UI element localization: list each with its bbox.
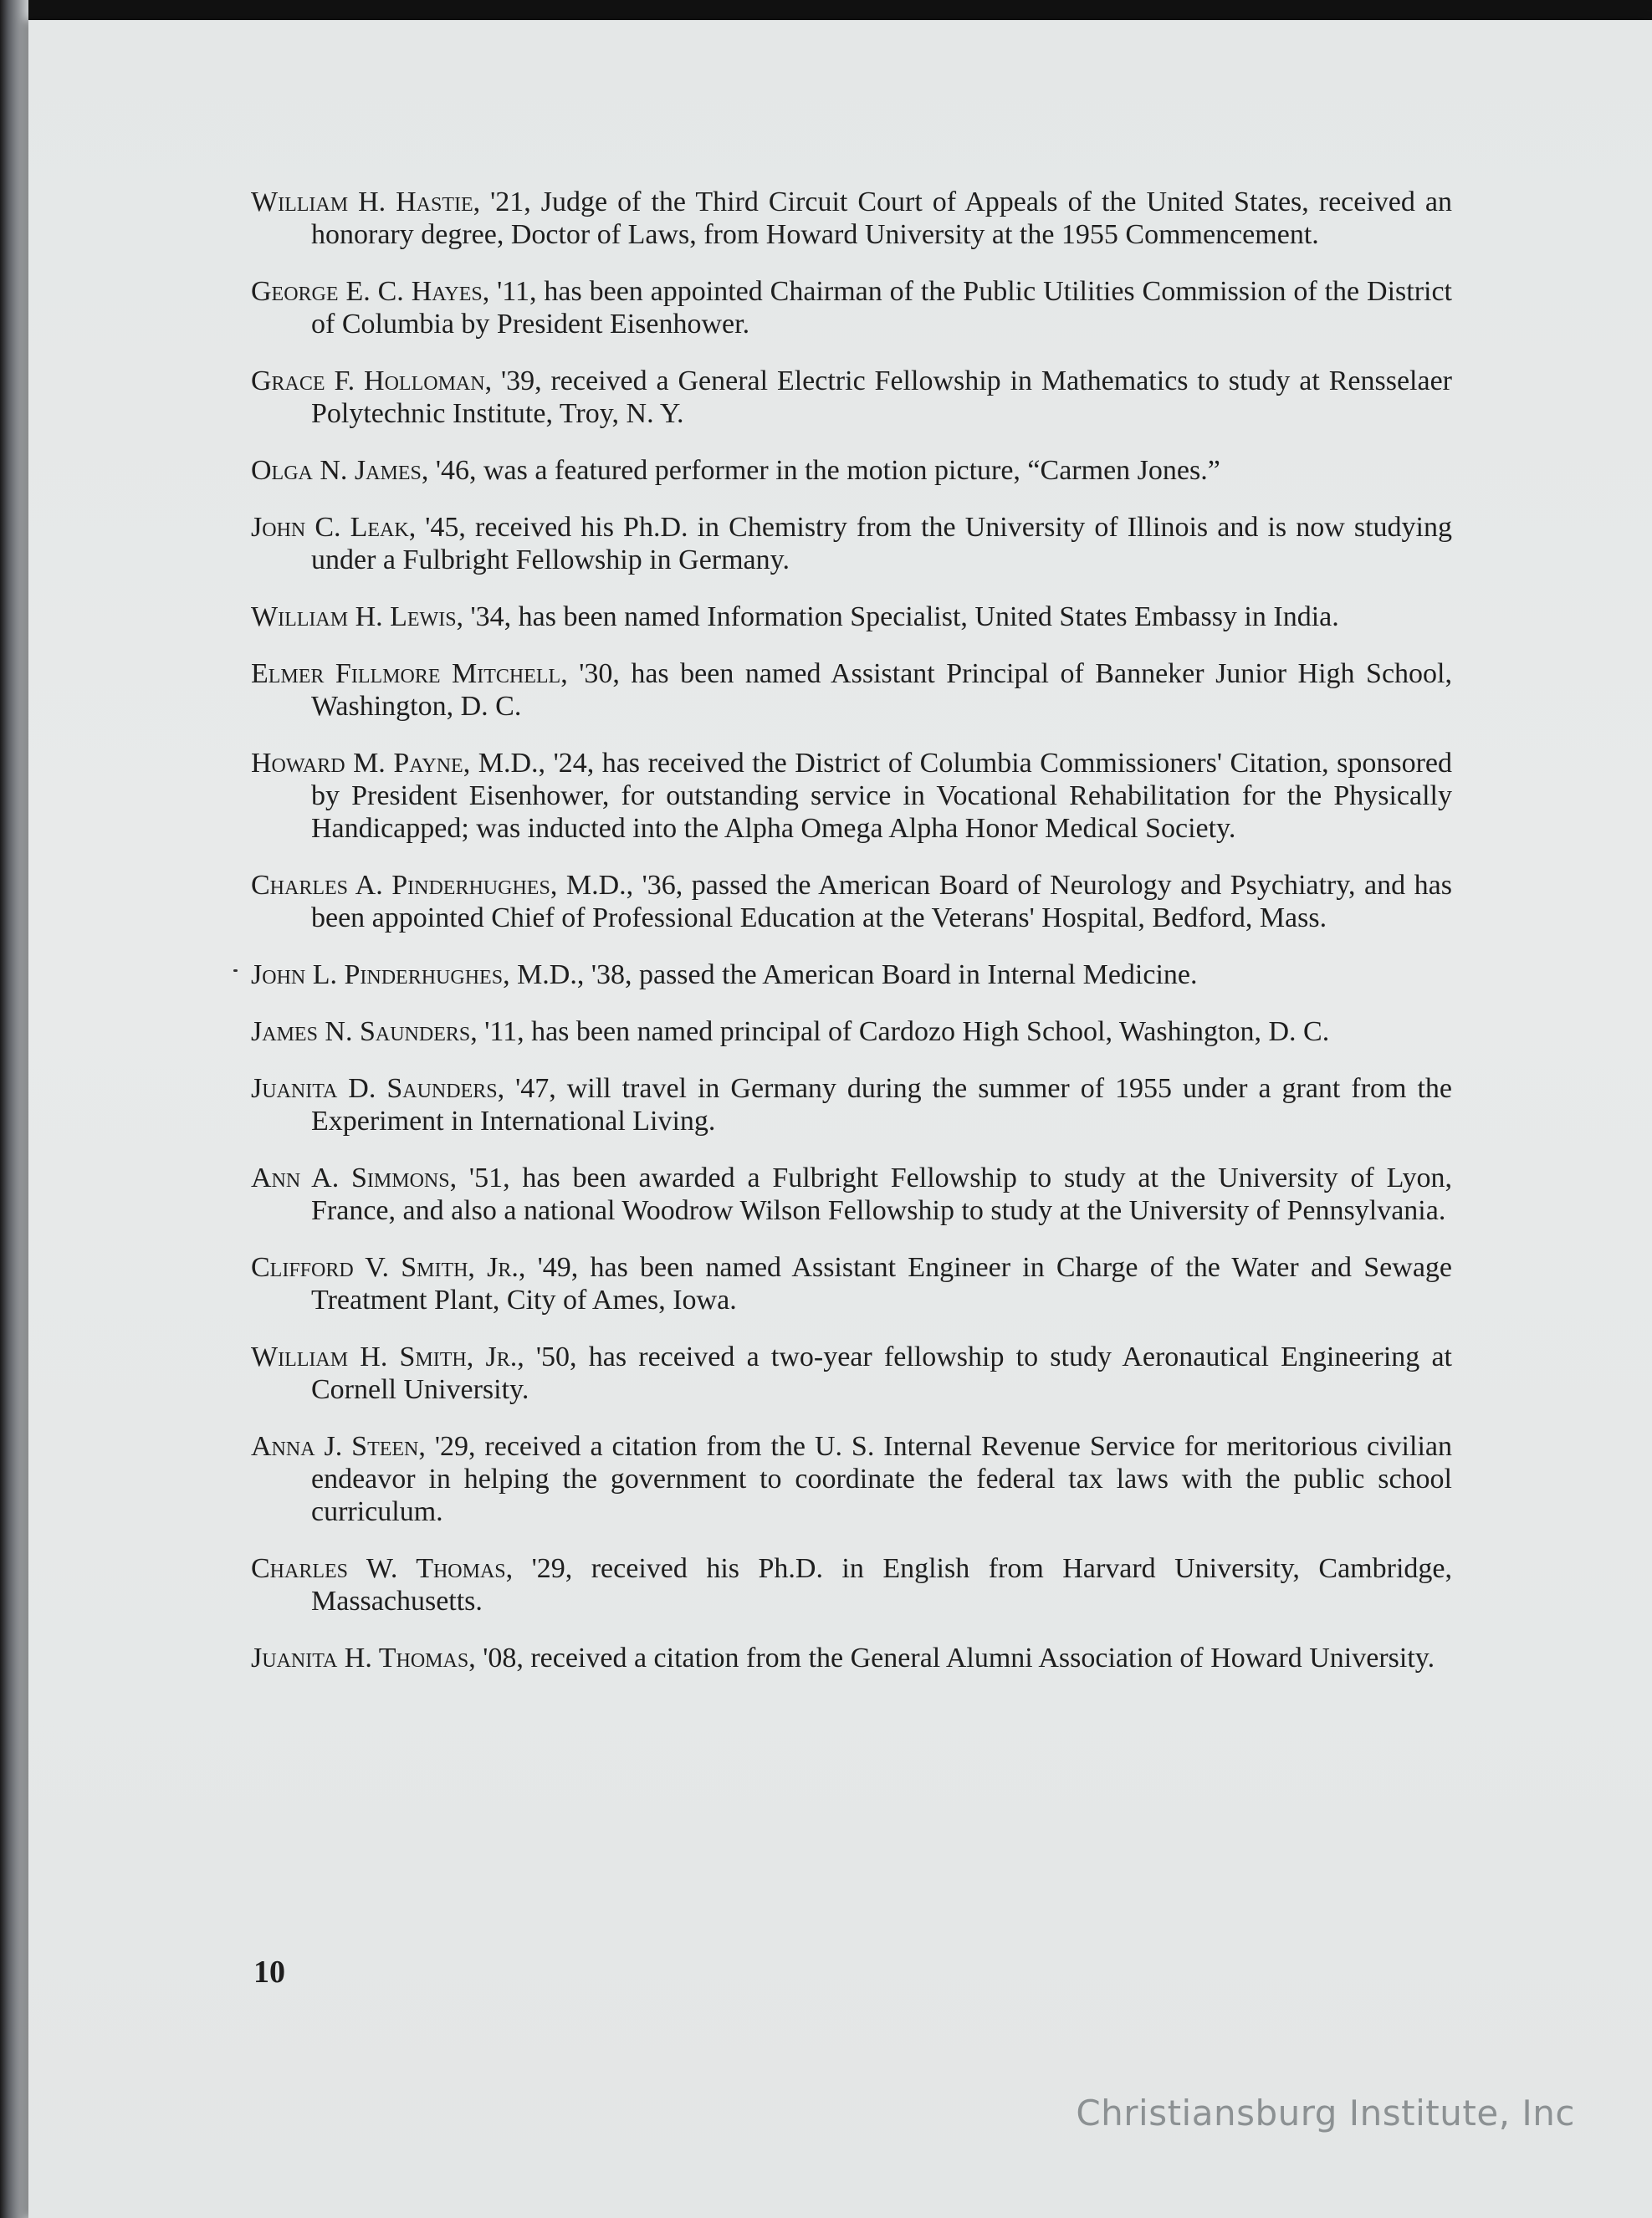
alumni-entry [251, 186, 1452, 251]
alumni-name: Charles W. Thomas [251, 1553, 506, 1584]
alumni-name: Clifford V. Smith, Jr. [251, 1252, 519, 1283]
alumni-note: , '50, has received a two-year fellowship to study Aeronautical Engineering at Cornell University. [311, 1342, 1452, 1405]
alumni-name: William H. Lewis [251, 601, 457, 632]
alumni-entry [251, 747, 1452, 845]
alumni-note: , M.D., '38, passed the American Board in Internal Medicine. [503, 959, 1198, 990]
alumni-name: William H. Hastie [251, 187, 473, 217]
page-number: 10 [253, 1955, 285, 1990]
alumni-name: Juanita D. Saunders [251, 1073, 498, 1104]
alumni-entry [251, 1552, 1452, 1618]
alumni-entry [251, 1430, 1452, 1528]
alumni-entry [251, 869, 1452, 934]
alumni-name: George E. C. Hayes [251, 276, 483, 307]
alumni-note: , '46, was a featured performer in the motion picture, “Carmen Jones.” [421, 455, 1220, 486]
alumni-note: , '51, has been awarded a Fulbright Fellowship to study at the University of Lyon, France, and also a national Woodrow Wilson Fellowship to study at the University of Pennsylvania. [311, 1163, 1452, 1226]
alumni-note: , M.D., '36, passed the American Board of Neurology and Psychiatry, and has been appointed Chief of Professional Education at the Veterans' Hospital, Bedford, Mass. [311, 870, 1452, 933]
alumni-name: Charles A. Pinderhughes [251, 870, 550, 901]
alumni-note: , '11, has been appointed Chairman of the Public Utilities Commission of the District of Columbia by President Eisenhower. [311, 276, 1453, 340]
alumni-entry [251, 454, 1452, 487]
alumni-note: , '29, received a citation from the U. S. Internal Revenue Service for meritorious civilian endeavor in helping the government to coordinate the federal tax laws with the public school curriculum. [311, 1431, 1452, 1527]
alumni-entry [251, 1251, 1452, 1316]
alumni-note: , M.D., '24, has received the District of Columbia Commissioners' Citation, sponsored by President Eisenhower, for outstanding service in Vocational Rehabilitation for the Physically Handicapped; was inducted into the Alpha Omega Alpha Honor Medical Society. [311, 748, 1452, 844]
alumni-note: , '34, has been named Information Specialist, United States Embassy in India. [456, 601, 1339, 632]
alumni-note: , '30, has been named Assistant Principal of Banneker Junior High School, Washington, D. C. [311, 658, 1453, 722]
alumni-entry [251, 365, 1452, 430]
alumni-note: , '39, received a General Electric Fellowship in Mathematics to study at Rensselaer Polytechnic Institute, Troy, N. Y. [311, 365, 1452, 429]
alumni-name: James N. Saunders [251, 1016, 471, 1047]
alumni-note: , '08, received a citation from the General Alumni Association of Howard University. [468, 1643, 1435, 1674]
alumni-entry [251, 1015, 1452, 1048]
alumni-name: Grace F. Holloman [251, 365, 485, 396]
alumni-entry [251, 958, 1452, 991]
alumni-entry [251, 600, 1452, 633]
binding-edge [0, 0, 28, 2218]
stray-mark [233, 969, 238, 972]
alumni-entry [251, 1072, 1452, 1137]
alumni-entry [251, 657, 1452, 723]
alumni-note: , '49, has been named Assistant Engineer in Charge of the Water and Sewage Treatment Plant, City of Ames, Iowa. [311, 1252, 1452, 1316]
alumni-name: Olga N. James [251, 455, 422, 486]
alumni-name: Elmer Fillmore Mitchell [251, 658, 561, 689]
alumni-name: John C. Leak [251, 512, 409, 543]
alumni-name: Juanita H. Thomas [251, 1643, 469, 1674]
alumni-name: Anna J. Steen [251, 1431, 419, 1462]
alumni-note: , '29, received his Ph.D. in English from Harvard University, Cambridge, Massachusetts. [311, 1553, 1452, 1617]
alumni-note: , '11, has been named principal of Cardozo High School, Washington, D. C. [470, 1016, 1330, 1047]
alumni-name: John L. Pinderhughes [251, 959, 504, 990]
alumni-note: , '45, received his Ph.D. in Chemistry from the University of Illinois and is now studying under a Fulbright Fellowship in Germany. [311, 512, 1452, 575]
alumni-name: Ann A. Simmons [251, 1163, 450, 1193]
watermark-text: Christiansburg Institute, Inc [1076, 2093, 1575, 2134]
alumni-name: William H. Smith, Jr. [251, 1342, 518, 1372]
alumni-entry [251, 1162, 1452, 1227]
alumni-entry [251, 1642, 1452, 1674]
alumni-entry [251, 275, 1452, 340]
alumni-note: , '47, will travel in Germany during the summer of 1955 under a grant from the Experiment in International Living. [311, 1073, 1452, 1137]
alumni-name: Howard M. Payne [251, 748, 463, 779]
alumni-entry [251, 511, 1452, 576]
alumni-notes-list [251, 186, 1452, 1699]
alumni-entry [251, 1341, 1452, 1406]
alumni-note: , '21, Judge of the Third Circuit Court of Appeals of the United States, received an honorary degree, Doctor of Laws, from Howard University at the 1955 Commencement. [311, 187, 1452, 250]
